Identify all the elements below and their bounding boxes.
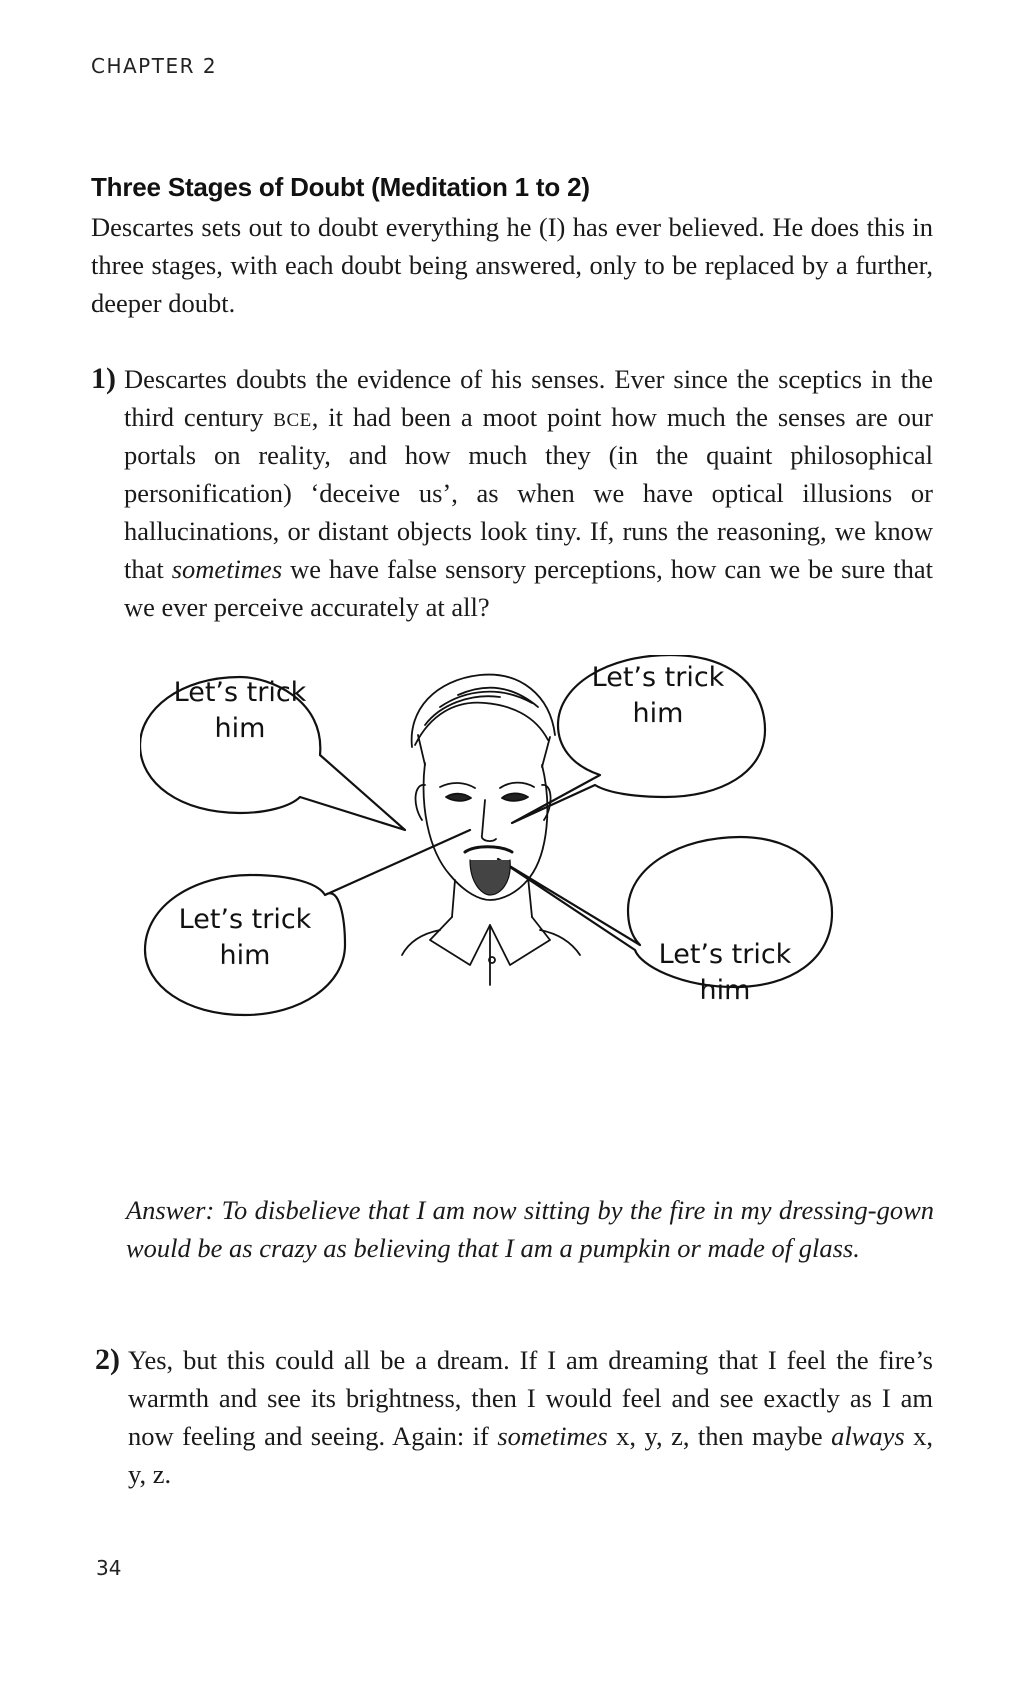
bubble-text-bottom-left: Let’s trick him <box>178 904 312 971</box>
point-2-number: 2) <box>95 1343 120 1376</box>
point-2-text-c: x, y, z. <box>128 1421 934 1489</box>
page-number: 34 <box>96 1556 122 1580</box>
point-1-number: 1) <box>91 362 116 395</box>
section-title: Three Stages of Doubt (Meditation 1 to 2) <box>91 172 590 202</box>
point-1 <box>91 360 933 626</box>
bubble-text-top-right: Let’s trick him <box>591 662 725 729</box>
point-1-text-a: Descartes doubts the evidence of his senses. Ever since the sceptics in the third century <box>124 364 933 432</box>
bubble-text-top-left: Let’s trick him <box>173 677 307 744</box>
intro-paragraph: Descartes sets out to doubt everything he (I) has ever believed. He does this in three stages, with each doubt being answered, only to be replaced by a further, deeper doubt. <box>91 212 933 318</box>
point-1-text-c: we have false sensory perceptions, how can we be sure that we ever perceive accurately at all? <box>124 554 933 622</box>
bubble-text-bottom-right: Let’s trick him <box>658 939 792 1006</box>
point-1-emphasis: sometimes <box>171 554 283 584</box>
point-2-emphasis-2: always <box>831 1421 905 1451</box>
point-2-text-b: x, y, z, then maybe <box>607 1421 832 1451</box>
point-2 <box>91 1341 933 1493</box>
point-2-text <box>128 1341 933 1493</box>
era-abbrev: bce <box>273 402 312 432</box>
point-2-emphasis-1: sometimes <box>497 1421 608 1451</box>
running-head: CHAPTER 2 <box>91 54 218 78</box>
answer-paragraph: Answer: To disbelieve that I am now sitting by the fire in my dressing-gown would be as crazy as believing that I am a pumpkin or made of glass. <box>126 1195 934 1263</box>
point-2-text-a: Yes, but this could all be a dream. If I am dreaming that I feel the fire’s warmth and see its brightness, then I would feel and see exactly as I am now feeling and seeing. Again: if <box>128 1345 933 1451</box>
illustration <box>140 655 900 1110</box>
point-1-text <box>124 360 933 626</box>
point-1-text-b: , it had been a moot point how much the senses are our portals on reality, and how much they (in the quaint philosophical personification) ‘deceive us’, as when we have optical illusions or hallucinations, or distant objects look tiny. If, runs the reasoning, we know that <box>124 402 934 584</box>
bearded-man-drawing <box>402 675 580 985</box>
